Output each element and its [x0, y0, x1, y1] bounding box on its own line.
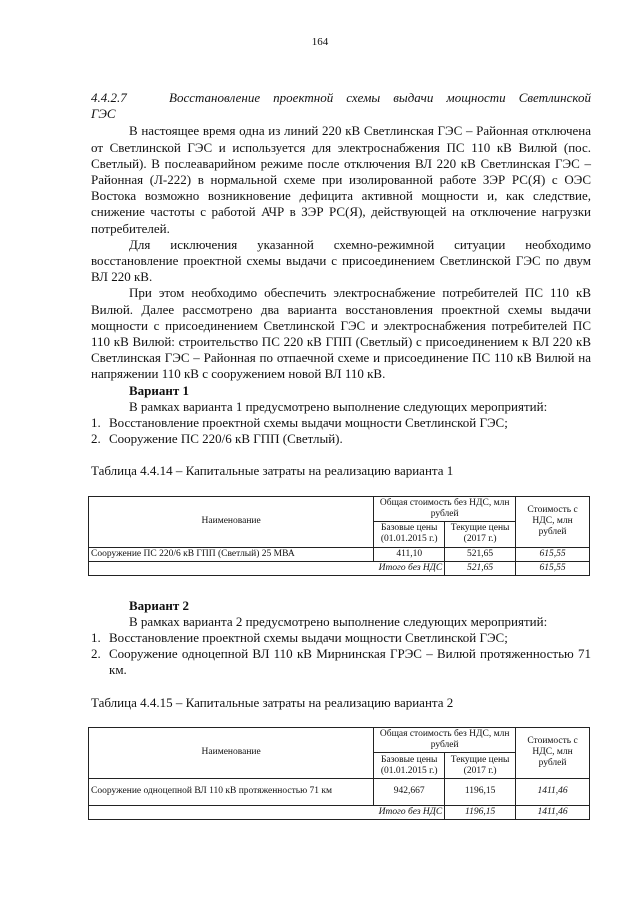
header-name: Наименование	[89, 496, 374, 547]
list-item-text: Восстановление проектной схемы выдачи мощности Светлинской ГЭС;	[109, 630, 508, 646]
section-title: Восстановление проектной схемы выдачи мощности Светлинской	[169, 90, 591, 105]
variant-2-title: Вариант 2	[129, 597, 190, 613]
paragraph: При этом необходимо обеспечить электроснабжение потребителей ПС 110 кВ Вилюй. Далее рассмотрено два варианта восстановления проектной схемы выдачи мощности с присоединением Светлинской ГЭС и электроснабжения потребителей ПС 110 кВ Вилюй: строительство ПС 220 кВ ГПП (Светлый) с присоединением к ВЛ 220 кВ Светлинская ГЭС – Районная по отпаечной схеме и присоединение ПС 110 кВ Вилюй на напряжении 110 кВ с сооружением новой ВЛ 110 кВ.	[91, 285, 591, 382]
cell-base: 411,10	[374, 547, 445, 561]
table-caption-4-4-14: Таблица 4.4.14 – Капитальные затраты на реализацию варианта 1	[91, 463, 454, 479]
list-item-number: 1.	[91, 415, 101, 431]
header-current-prices: Текущие цены (2017 г.)	[445, 522, 516, 548]
table-row	[89, 778, 590, 805]
list-item-number: 1.	[91, 630, 101, 646]
cell-current: 521,65	[445, 547, 516, 561]
cell-total-current: 1196,15	[445, 805, 516, 819]
cell-total-vat: 1411,46	[516, 805, 590, 819]
header-cost-vat: Стоимость с НДС, млн рублей	[516, 727, 590, 778]
cell-current: 1196,15	[445, 778, 516, 805]
list-item	[91, 415, 591, 431]
variant-1-title: Вариант 1	[129, 382, 190, 398]
cell-total-label: Итого без НДС	[89, 561, 445, 575]
list-item	[91, 630, 591, 646]
header-name: Наименование	[89, 727, 374, 778]
variant-2-list	[91, 630, 591, 679]
cell-name: Сооружение ПС 220/6 кВ ГПП (Светлый) 25 МВА	[89, 547, 374, 561]
table-header-row	[89, 727, 590, 753]
cell-vat: 615,55	[516, 547, 590, 561]
list-item-text: Восстановление проектной схемы выдачи мощности Светлинской ГЭС;	[109, 415, 508, 431]
cell-total-vat: 615,55	[516, 561, 590, 575]
paragraph: В настоящее время одна из линий 220 кВ Светлинская ГЭС – Районная отключена от Светлинской ГЭС и используется для электроснабжения ПС 110 кВ Вилюй (пос. Светлый). В послеаварийном режиме после отключения ВЛ 220 кВ Светлинская ГЭС – Районная (Л-222) в нормальной схеме при изолированной работе ЗЭР РС(Я) с ОЭС Востока возможно возникновение дефицита активной мощности и, как следствие, снижение частоты с работой АЧР в ЗЭР РС(Я), действующей на отключение нагрузки потребителей.	[91, 123, 591, 236]
page-number: 164	[311, 36, 329, 48]
variant-1-list	[91, 415, 591, 447]
table-row	[89, 547, 590, 561]
cell-vat: 1411,46	[516, 778, 590, 805]
list-item-text: Сооружение одноцепной ВЛ 110 кВ Мирнинская ГРЭС – Вилюй протяженностью 71 км.	[109, 646, 591, 678]
paragraph: Для исключения указанной схемно-режимной ситуации необходимо восстановление проектной схемы выдачи с присоединением Светлинской ГЭС по двум ВЛ 220 кВ.	[91, 236, 591, 285]
list-item-number: 2.	[91, 431, 101, 447]
cell-name: Сооружение одноцепной ВЛ 110 кВ протяженностью 71 км	[89, 778, 374, 805]
list-item	[91, 431, 591, 447]
table-header-row	[89, 496, 590, 522]
cell-total-label: Итого без НДС	[89, 805, 445, 819]
variant-2-intro: В рамках варианта 2 предусмотрено выполнение следующих мероприятий:	[129, 613, 548, 629]
header-base-prices: Базовые цены (01.01.2015 г.)	[374, 753, 445, 779]
cell-total-current: 521,65	[445, 561, 516, 575]
header-total-no-vat: Общая стоимость без НДС, млн рублей	[374, 727, 516, 753]
section-number: 4.4.2.7	[91, 90, 127, 105]
cost-table-variant-1	[88, 496, 590, 576]
document-body	[91, 90, 591, 820]
header-current-prices: Текущие цены (2017 г.)	[445, 753, 516, 779]
list-item-number: 2.	[91, 646, 101, 662]
table-caption-4-4-15: Таблица 4.4.15 – Капитальные затраты на реализацию варианта 2	[91, 694, 454, 710]
header-base-prices: Базовые цены (01.01.2015 г.)	[374, 522, 445, 548]
variant-1-intro: В рамках варианта 1 предусмотрено выполнение следующих мероприятий:	[129, 398, 548, 414]
list-item	[91, 646, 591, 678]
header-total-no-vat: Общая стоимость без НДС, млн рублей	[374, 496, 516, 522]
list-item-text: Сооружение ПС 220/6 кВ ГПП (Светлый).	[109, 431, 343, 447]
table-total-row	[89, 561, 590, 575]
table-total-row	[89, 805, 590, 819]
cell-base: 942,667	[374, 778, 445, 805]
section-heading	[91, 90, 591, 106]
section-title-continued: ГЭС	[91, 106, 116, 122]
header-cost-vat: Стоимость с НДС, млн рублей	[516, 496, 590, 547]
cost-table-variant-2	[88, 727, 590, 820]
